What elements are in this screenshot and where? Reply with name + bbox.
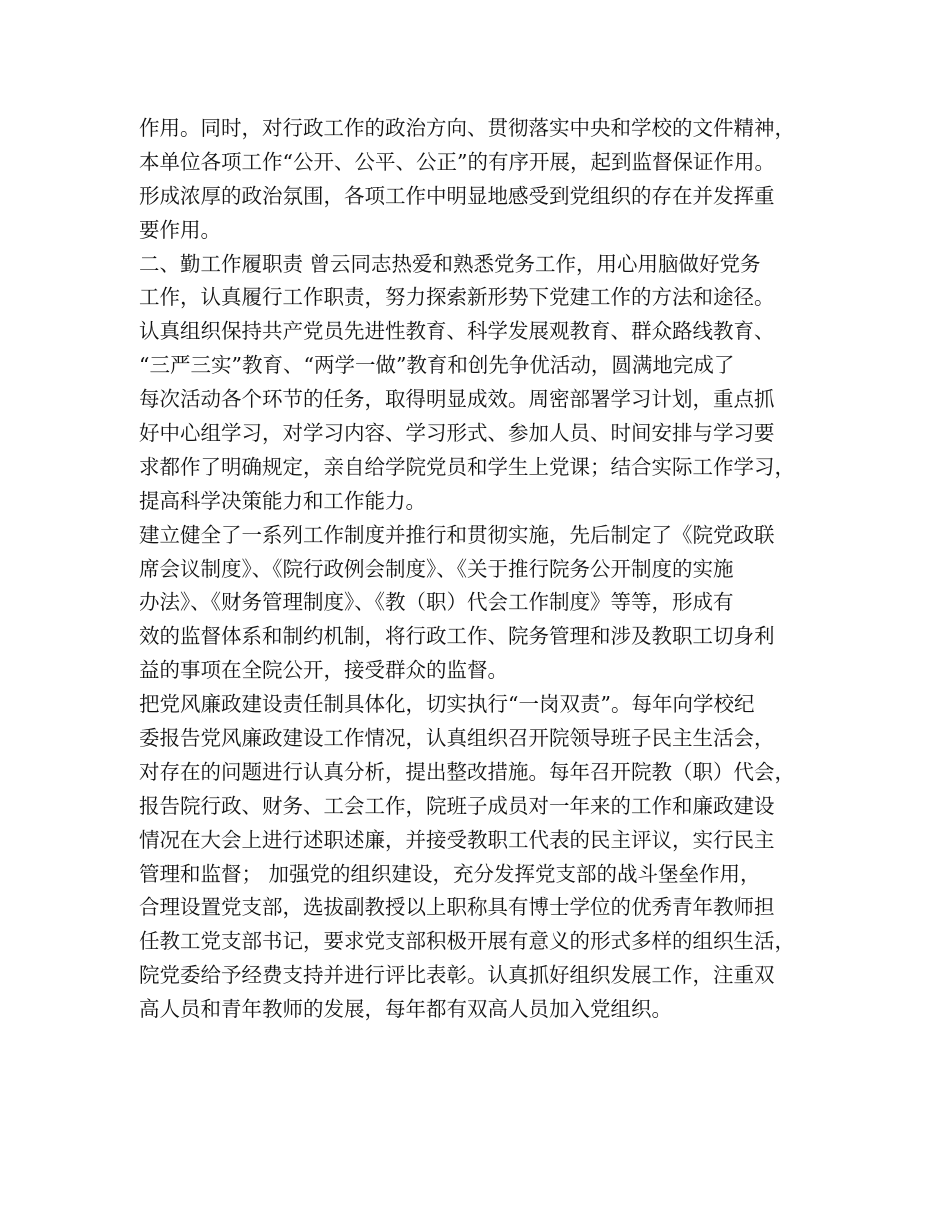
text-line: 委报告党风廉政建设工作情况，认真组织召开院领导班子民主生活会，: [139, 726, 775, 751]
text-line: 对存在的问题进行认真分析，提出整改措施。每年召开院教（职）代会，: [139, 759, 795, 784]
text-line: “三严三实”教育、“两学一做”教育和创先争优活动，圆满地完成了: [139, 353, 735, 378]
text-line: 把党风廉政建设责任制具体化，切实执行“一岗双责”。每年向学校纪: [139, 692, 755, 717]
text-line: 办法》、《财务管理制度》、《教（职）代会工作制度》等等，形成有: [139, 590, 734, 615]
text-line: 益的事项在全院公开，接受群众的监督。: [139, 658, 508, 683]
text-line: 二、勤工作履职责 曾云同志热爱和熟悉党务工作，用心用脑做好党务: [139, 251, 761, 276]
text-line: 本单位各项工作“公开、公平、公正”的有序开展，起到监督保证作用。: [139, 149, 775, 174]
body-text: [139, 112, 839, 1027]
text-line: 效的监督体系和制约机制，将行政工作、院务管理和涉及教职工切身利: [139, 624, 775, 649]
text-line: 求都作了明确规定，亲自给学院党员和学生上党课；结合实际工作学习，: [139, 454, 795, 479]
text-line: 席会议制度》、《院行政例会制度》、《关于推行院务公开制度的实施: [139, 556, 734, 581]
text-line: 工作，认真履行工作职责，努力探索新形势下党建工作的方法和途径。: [139, 285, 775, 310]
text-line: 合理设置党支部，选拔副教授以上职称具有博士学位的优秀青年教师担: [139, 895, 775, 920]
text-line: 认真组织保持共产党员先进性教育、科学发展观教育、群众路线教育、: [139, 319, 775, 344]
text-line: 情况在大会上进行述职述廉，并接受教职工代表的民主评议，实行民主: [139, 827, 775, 852]
text-line: 任教工党支部书记，要求党支部积极开展有意义的形式多样的组织生活，: [139, 929, 795, 954]
text-line: 院党委给予经费支持并进行评比表彰。认真抓好组织发展工作，注重双: [139, 963, 775, 988]
text-line: 报告院行政、财务、工会工作，院班子成员对一年来的工作和廉政建设: [139, 793, 775, 818]
text-line: 高人员和青年教师的发展，每年都有双高人员加入党组织。: [139, 997, 672, 1022]
text-line: 建立健全了一系列工作制度并推行和贯彻实施，先后制定了《院党政联: [139, 522, 775, 547]
text-line: 管理和监督； 加强党的组织建设，充分发挥党支部的战斗堡垒作用，: [139, 861, 761, 886]
text-line: 好中心组学习，对学习内容、学习形式、参加人员、时间安排与学习要: [139, 421, 775, 446]
text-line: 形成浓厚的政治氛围，各项工作中明显地感受到党组织的存在并发挥重: [139, 183, 775, 208]
text-line: 提高科学决策能力和工作能力。: [139, 488, 426, 513]
text-line: 作用。同时，对行政工作的政治方向、贯彻落实中央和学校的文件精神，: [139, 116, 795, 140]
text-line: 每次活动各个环节的任务，取得明显成效。周密部署学习计划，重点抓: [139, 387, 775, 412]
text-line: 要作用。: [139, 217, 221, 242]
